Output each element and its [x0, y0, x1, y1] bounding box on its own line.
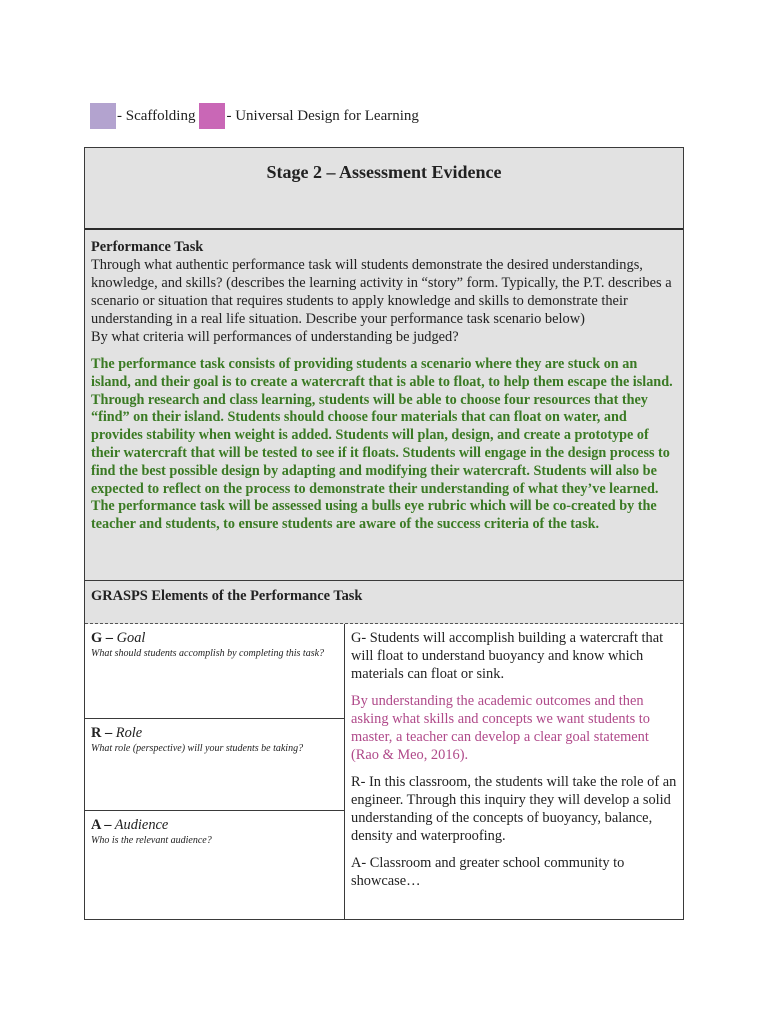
scaffolding-legend-label: - Scaffolding	[117, 107, 196, 124]
audience-title	[91, 817, 338, 834]
performance-criteria-question: By what criteria will performances of understanding be judged?	[91, 329, 459, 345]
goal-cell	[85, 624, 344, 719]
audience-cell	[85, 811, 344, 920]
goal-letter: G –	[91, 630, 113, 646]
stage-header	[85, 148, 683, 230]
role-title	[91, 725, 338, 742]
goal-title	[91, 630, 338, 647]
grasps-heading: GRASPS Elements of the Performance Task	[91, 588, 363, 604]
audience-letter: A –	[91, 817, 112, 833]
grasps-header	[85, 581, 683, 624]
audience-label: Audience	[114, 817, 169, 833]
performance-task-question: Through what authentic performance task will students demonstrate the desired understandings, knowledge, and skills? (describes the learning activity in “story” form. Typically, the P.T. describes a scenario or situation that requires students to apply knowledge and skills to demonstrate their understanding in a real life situation. Describe your performance task scenario below)	[91, 257, 672, 327]
goal-label: Goal	[116, 630, 146, 646]
color-legend	[90, 101, 419, 131]
performance-task-answer: The performance task consists of providing students a scenario where they are stuck on an island, and their goal is to create a watercraft that is able to float, to help them escape the island. Through research and class learning, students will be able to choose four resources that they “find” on their island. Students should choose four materials that can float on water, and provides stability when weight is added. Students will plan, design, and create a prototype of their watercraft that will be tested to see if it floats. Students will engage in the design process to find the best possible design by adapting and modifying their watercraft. Students will also be expected to reflect on the process to demonstrate their understanding of what they’ve learned. The performance task will be assessed using a bulls eye rubric which will be co-created by the teacher and students, to ensure students are aware of the success criteria of the task.	[91, 356, 673, 533]
goal-response: G- Students will accomplish building a watercraft that will float to understand buoyancy and know which materials can float or sink.	[351, 630, 664, 682]
udl-note: By understanding the academic outcomes and then asking what skills and concepts we want students to master, a teacher can develop a clear goal statement (Rao & Meo, 2016).	[351, 693, 650, 763]
role-label: Role	[115, 725, 143, 741]
role-letter: R –	[91, 725, 113, 741]
role-cell	[85, 719, 344, 811]
goal-prompt: What should students accomplish by completing this task?	[91, 648, 325, 659]
assessment-table	[84, 147, 684, 920]
audience-response: A- Classroom and greater school community to showcase…	[351, 855, 625, 889]
performance-task-section	[85, 230, 683, 581]
role-response: R- In this classroom, the students will take the role of an engineer. Through this inquiry they will develop a solid understanding of the concepts of buoyancy, balance, density and waterproofing.	[351, 774, 677, 844]
grasps-prompt-column	[85, 624, 345, 920]
performance-task-prompt	[91, 256, 677, 346]
udl-swatch	[199, 103, 225, 129]
grasps-response-column	[345, 624, 683, 920]
udl-legend-label: - Universal Design for Learning	[226, 107, 419, 124]
audience-prompt: Who is the relevant audience?	[91, 835, 212, 846]
performance-task-heading: Performance Task	[91, 239, 204, 255]
role-prompt: What role (perspective) will your students be taking?	[91, 743, 304, 754]
scaffolding-swatch	[90, 103, 116, 129]
page-title: Stage 2 – Assessment Evidence	[266, 162, 502, 182]
